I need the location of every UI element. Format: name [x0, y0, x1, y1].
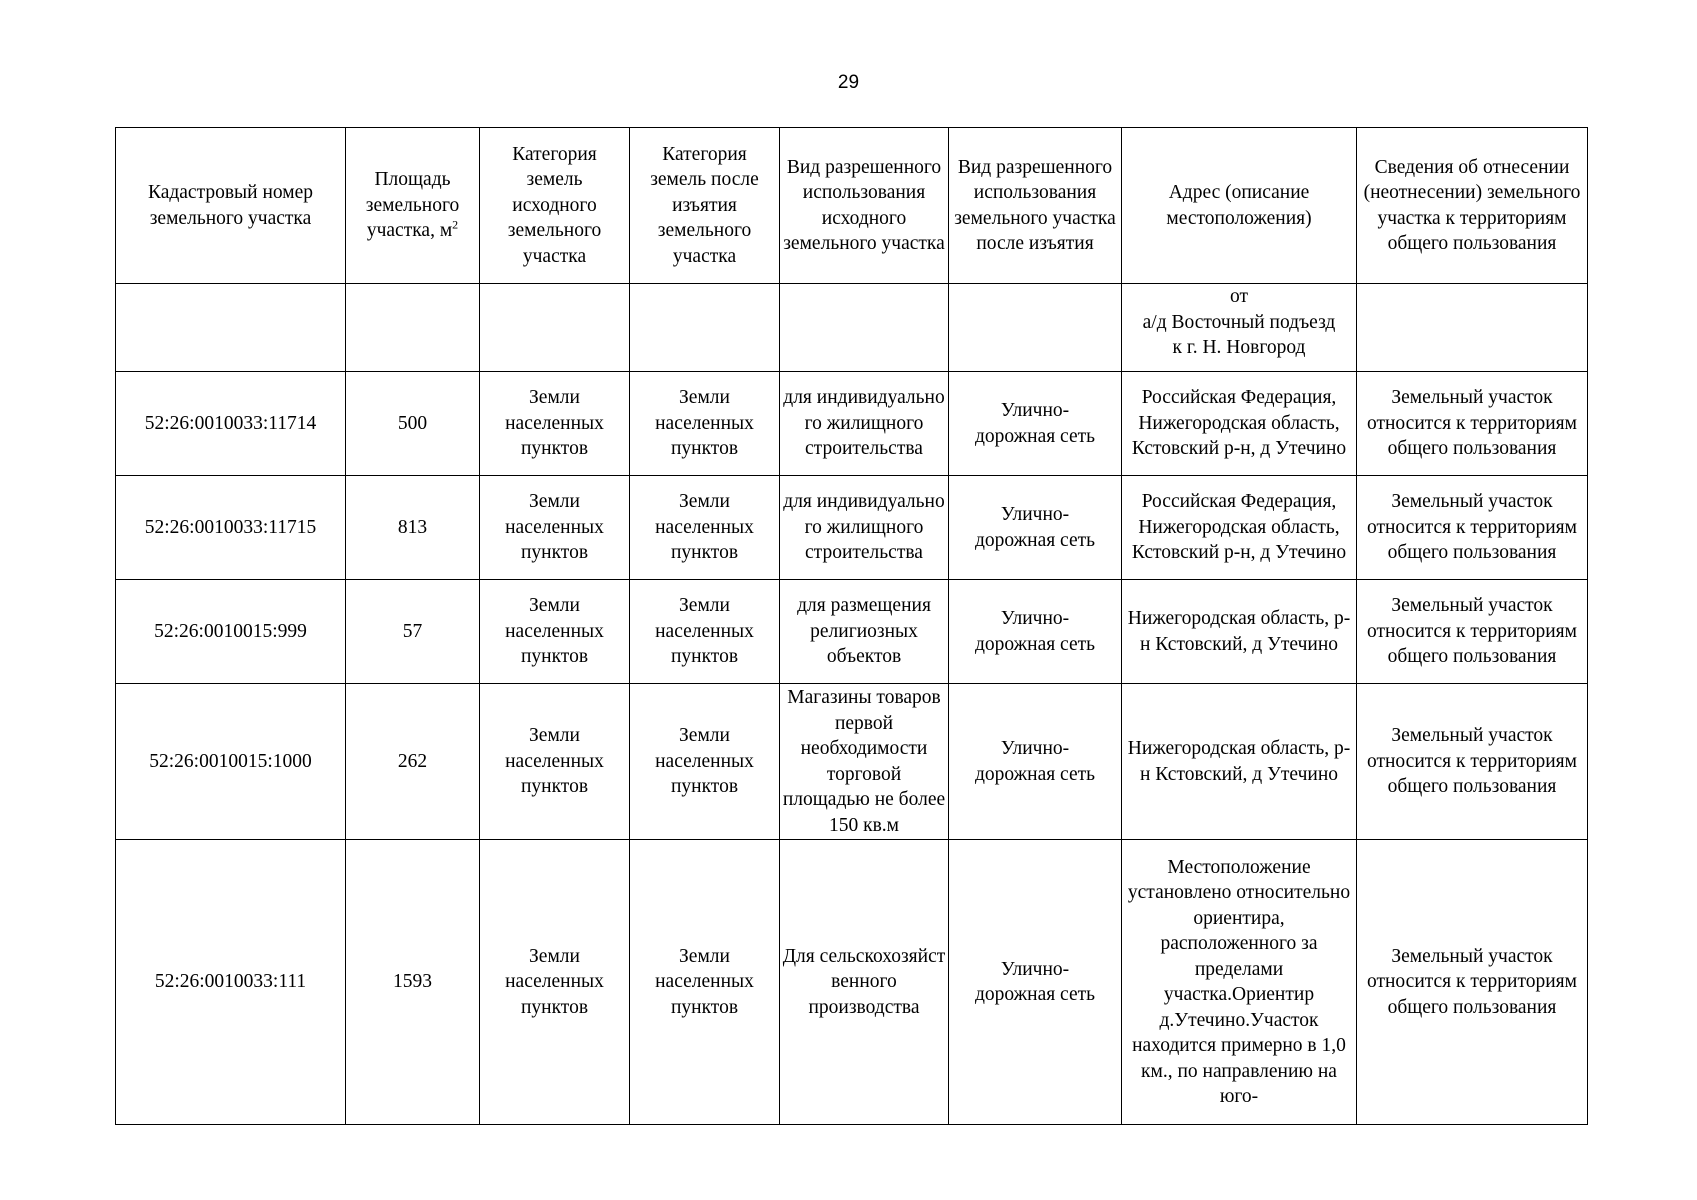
cell-use-after: Улично- дорожная сеть: [949, 840, 1122, 1125]
header-category-after: Категория земель после изъятия земельного участка: [630, 128, 780, 284]
cell-use-source: Магазины товаров первой необходимости торговой площадью не более 150 кв.м: [780, 684, 949, 840]
cell-use-after: Улично- дорожная сеть: [949, 580, 1122, 684]
cell-area: 813: [346, 476, 480, 580]
cell-category-after: Земли населенных пунктов: [630, 372, 780, 476]
cell-public-info: Земельный участок относится к территориям общего пользования: [1357, 476, 1588, 580]
land-plots-table: [115, 127, 1588, 1125]
cell-use-after: [949, 284, 1122, 372]
table-header-row: [116, 128, 1588, 284]
header-public-info: Сведения об отнесении (неотнесении) земельного участка к территориям общего пользования: [1357, 128, 1588, 284]
cell-category-source: Земли населенных пунктов: [480, 476, 630, 580]
cell-category-after: Земли населенных пунктов: [630, 580, 780, 684]
cell-address: Нижегородская область, р-н Кстовский, д Утечино: [1122, 580, 1357, 684]
cell-category-source: Земли населенных пунктов: [480, 684, 630, 840]
table-body: [116, 284, 1588, 1125]
cell-public-info: Земельный участок относится к территориям общего пользования: [1357, 580, 1588, 684]
header-area-unit-power: 2: [452, 217, 459, 232]
header-area: [346, 128, 480, 284]
header-use-after: Вид разрешенного использования земельного участка после изъятия: [949, 128, 1122, 284]
cell-address: Российская Федерация, Нижегородская область, Кстовский р-н, д Утечино: [1122, 372, 1357, 476]
cell-category-source: Земли населенных пунктов: [480, 580, 630, 684]
cell-use-after: Улично- дорожная сеть: [949, 684, 1122, 840]
cell-address: Нижегородская область, р-н Кстовский, д Утечино: [1122, 684, 1357, 840]
cell-address: Российская Федерация, Нижегородская область, Кстовский р-н, д Утечино: [1122, 476, 1357, 580]
cell-use-after: Улично- дорожная сеть: [949, 476, 1122, 580]
cell-public-info: Земельный участок относится к территориям общего пользования: [1357, 840, 1588, 1125]
cell-category-source: [480, 284, 630, 372]
cell-address: Местоположение установлено относительно ориентира, расположенного за пределами участка.Ориентир д.Утечино.Участок находится примерно в 1,0 км., по направлению на юго-: [1122, 840, 1357, 1125]
cell-category-after: Земли населенных пунктов: [630, 840, 780, 1125]
cell-cadastral-number: 52:26:0010015:1000: [116, 684, 346, 840]
cell-cadastral-number: 52:26:0010033:11715: [116, 476, 346, 580]
cell-cadastral-number: [116, 284, 346, 372]
table-row: [116, 372, 1588, 476]
cell-area: 262: [346, 684, 480, 840]
cell-category-after: [630, 284, 780, 372]
cell-area: [346, 284, 480, 372]
cell-area: 57: [346, 580, 480, 684]
table-row: [116, 476, 1588, 580]
table-row: [116, 840, 1588, 1125]
cell-category-after: Земли населенных пунктов: [630, 684, 780, 840]
cell-area: 1593: [346, 840, 480, 1125]
cell-use-source: для размещения религиозных объектов: [780, 580, 949, 684]
cell-cadastral-number: 52:26:0010033:111: [116, 840, 346, 1125]
cell-public-info: Земельный участок относится к территориям общего пользования: [1357, 372, 1588, 476]
cell-area: 500: [346, 372, 480, 476]
table-row: [116, 684, 1588, 840]
cell-cadastral-number: 52:26:0010015:999: [116, 580, 346, 684]
cell-use-source: для индивидуально го жилищного строительства: [780, 372, 949, 476]
header-address: Адрес (описание местоположения): [1122, 128, 1357, 284]
cell-category-source: Земли населенных пунктов: [480, 372, 630, 476]
cell-use-source: [780, 284, 949, 372]
cell-category-source: Земли населенных пунктов: [480, 840, 630, 1125]
page-number: 29: [837, 72, 860, 93]
cell-use-source: Для сельскохозяйст венного производства: [780, 840, 949, 1125]
cell-category-after: Земли населенных пунктов: [630, 476, 780, 580]
table-row: [116, 580, 1588, 684]
cell-use-after: Улично- дорожная сеть: [949, 372, 1122, 476]
cell-address: от а/д Восточный подъезд к г. Н. Новгород: [1122, 284, 1357, 372]
cell-use-source: для индивидуально го жилищного строительства: [780, 476, 949, 580]
header-cadastral-number: Кадастровый номер земельного участка: [116, 128, 346, 284]
cell-public-info: Земельный участок относится к территориям общего пользования: [1357, 684, 1588, 840]
table-row: [116, 284, 1588, 372]
header-area-text: Площадь земельного участка, м: [365, 169, 460, 242]
header-category-source: Категория земель исходного земельного участка: [480, 128, 630, 284]
cell-public-info: [1357, 284, 1588, 372]
header-use-source: Вид разрешенного использования исходного земельного участка: [780, 128, 949, 284]
cell-cadastral-number: 52:26:0010033:11714: [116, 372, 346, 476]
